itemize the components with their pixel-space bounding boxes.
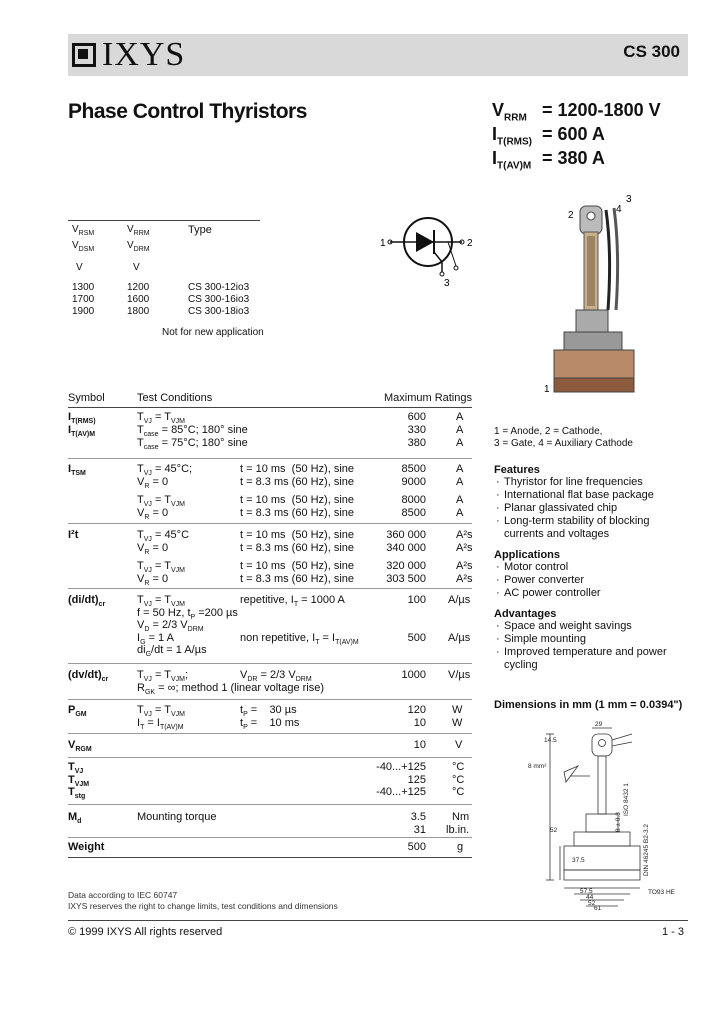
dim-52: 52 xyxy=(550,827,558,834)
features-list xyxy=(494,476,690,541)
dim-44: 44 xyxy=(586,894,594,901)
list-item: · AC power controller xyxy=(494,587,690,600)
list-item: · Improved temperature and power cycling xyxy=(494,646,690,672)
table-row: I²t $T_{VJ} = 45^\circ C$ t = 10 ms (50 Hz), sine 360 000 A²s xyxy=(68,529,473,544)
didt-block: $(di/dt)_{cr}$ $T_{VJ} = T_{VJM}$ repetitive, $I_T = 1000$ A 100 A/µs f = 50 Hz, $t_P =200$ µs $V_D = 2/3$ $V_{DRM}$ $I_G = 1$ A non repetitive, $I_T = I_{T(AV)M}$ 500 A/µs $di_G/dt = 1$ A/µs xyxy=(68,594,471,659)
section-divider xyxy=(68,837,472,838)
section-divider xyxy=(68,733,472,734)
symbol-pin-3: 3 xyxy=(444,278,450,288)
table-row: $V_R = 0$ t = 8.3 ms (60 Hz), sine 303 500 A²s xyxy=(137,573,473,588)
photo-pin-3: 3 xyxy=(626,194,632,205)
symbol-pin-1: 1 xyxy=(380,238,386,249)
advantages-title: Advantages xyxy=(494,608,557,620)
dim-29: 29 xyxy=(595,721,603,728)
dim-57: 57.5 xyxy=(580,888,593,895)
table-row: $I_{T(AV)M}$ $T_{case} = 85^\circ C$; 180° sine 330 A xyxy=(68,424,464,439)
page-title: Phase Control Thyristors xyxy=(68,100,307,123)
company-logo xyxy=(72,38,185,72)
dim-crimp: 8 mm² xyxy=(528,763,547,770)
advantages-section xyxy=(494,608,690,672)
ratings-header: Symbol Test Conditions Maximum Ratings xyxy=(68,392,472,404)
table-row: $I_{T(RMS)}$ $T_{VJ} = T_{VJM}$ 600 A xyxy=(68,411,464,426)
unit-label: V xyxy=(76,262,83,273)
section-divider xyxy=(68,458,472,459)
section-divider xyxy=(68,757,472,758)
dim-iso: ISO 8432 1 xyxy=(623,783,630,816)
features-title: Features xyxy=(494,464,540,476)
dim-61: 61 xyxy=(594,905,602,910)
section-divider xyxy=(68,523,472,524)
section-divider xyxy=(68,699,472,700)
col-vrsm-header: $V_{RSM}$ $V_{DSM}$ xyxy=(72,224,95,253)
footer-rule xyxy=(68,920,688,921)
temperature-block: $T_{VJ}$ -40...+125 °C $T_{VJM}$ 125 °C $T_{stg}$ -40...+125 °C xyxy=(68,761,465,801)
applications-section xyxy=(494,549,690,600)
symbol-pin-2: 2 xyxy=(467,238,473,249)
table-row: $V_R = 0$ t = 8.3 ms (60 Hz), sine 340 000 A²s xyxy=(137,542,473,557)
md-block: $M_d$ Mounting torque 3.5 Nm 31 lb.in. xyxy=(68,811,470,836)
key-rating-vrrm: $V_{RRM}$ = 1200-1800 V xyxy=(492,100,661,124)
key-rating-itavm: $I_{T(AV)M}$ = 380 A xyxy=(492,148,605,172)
page-number: 1 - 3 xyxy=(661,926,684,938)
part-number: CS 300 xyxy=(623,42,680,61)
table-bottom-rule xyxy=(68,857,472,858)
applications-title: Applications xyxy=(494,549,561,561)
col-vrrm-header: $V_{RRM}$ $V_{DRM}$ xyxy=(127,224,150,253)
table-row: $V_R = 0$ t = 8.3 ms (60 Hz), sine 8500 A xyxy=(137,507,464,522)
photo-pin-2: 2 xyxy=(568,210,574,221)
weight-row: Weight 500 g xyxy=(68,841,464,853)
pgm-block: $P_{GM}$ $T_{VJ} = T_{VJM}$ $t_P$ = 30 µs 120 W $I_T = I_{T(AV)M}$ $t_P$ = 10 ms 10 W xyxy=(68,704,463,731)
applications-list xyxy=(494,561,690,600)
dim-tox: TO93 HE xyxy=(648,889,675,896)
list-item: · Power converter xyxy=(494,574,690,587)
type-table-rule xyxy=(68,220,260,221)
copyright: © 1999 IXYS All rights reserved xyxy=(68,926,223,938)
table-row: $I_{TSM}$ $T_{VJ} = 45^\circ C$; t = 10 ms (50 Hz), sine 8500 A xyxy=(68,463,464,478)
list-item: · Space and weight savings xyxy=(494,620,690,633)
dimension-drawing-icon xyxy=(520,716,690,910)
dim-37: 37.5 xyxy=(572,857,585,864)
features-section xyxy=(494,464,690,541)
dimensions-title: Dimensions in mm (1 mm = 0.0394") xyxy=(494,699,683,711)
photo-pin-1: 1 xyxy=(544,384,550,395)
note-text: Not for new application xyxy=(162,327,264,338)
logo-text: IXYS xyxy=(102,36,186,73)
list-item: · International flat base package xyxy=(494,489,690,502)
key-ratings xyxy=(492,100,661,172)
table-row: $V_R = 0$ t = 8.3 ms (60 Hz), sine 9000 A xyxy=(137,476,464,491)
section-divider xyxy=(68,588,472,589)
vrgm-row: $V_{RGM}$ 10 V xyxy=(68,739,463,754)
ratings-header-rule xyxy=(68,407,472,408)
col-type-header: Type xyxy=(188,224,212,236)
footnotes: Data according to IEC 60747 IXYS reserves the right to change limits, test conditions and dimensions xyxy=(68,890,338,911)
dvdt-block: $(dv/dt)_{cr}$ $T_{VJ} = T_{VJM}$; $V_{DR} = 2/3$ $V_{DRM}$ 1000 V/µs $R_{GK}$ = ∞; method 1 (linear voltage rise) xyxy=(68,669,471,696)
unit-label: V xyxy=(133,262,140,273)
list-item: · Thyristor for line frequencies xyxy=(494,476,690,489)
table-row: $T_{case} = 75^\circ C$; 180° sine 380 A xyxy=(137,437,464,452)
list-item: · Long-term stability of blocking currents and voltages xyxy=(494,515,690,541)
list-item: · Planar glassivated chip xyxy=(494,502,690,515)
dim-52b: 52 xyxy=(588,900,596,907)
key-rating-itrms: $I_{T(RMS)}$ = 600 A xyxy=(492,124,605,148)
list-item: · Motor control xyxy=(494,561,690,574)
product-photo-icon xyxy=(540,192,650,414)
advantages-list xyxy=(494,620,690,672)
pin-caption: 1 = Anode, 2 = Cathode, 3 = Gate, 4 = Auxiliary Cathode xyxy=(494,426,633,449)
thyristor-symbol-icon xyxy=(376,216,486,288)
section-divider xyxy=(68,663,472,664)
logo-mark-icon xyxy=(72,43,96,67)
table-row: $T_{VJ} = T_{VJM}$ t = 10 ms (50 Hz), sine 320 000 A²s xyxy=(137,560,473,575)
photo-pin-4: 4 xyxy=(616,204,622,215)
section-divider xyxy=(68,804,472,805)
dim-din: DIN 46245 B2-3.2 xyxy=(643,823,650,876)
list-item: · Simple mounting xyxy=(494,633,690,646)
table-row: $T_{VJ} = T_{VJM}$ t = 10 ms (50 Hz), sine 8000 A xyxy=(137,494,464,509)
dim-14: 14.5 xyxy=(544,737,557,744)
dim-8: 8 ± 0.3 xyxy=(615,812,622,832)
